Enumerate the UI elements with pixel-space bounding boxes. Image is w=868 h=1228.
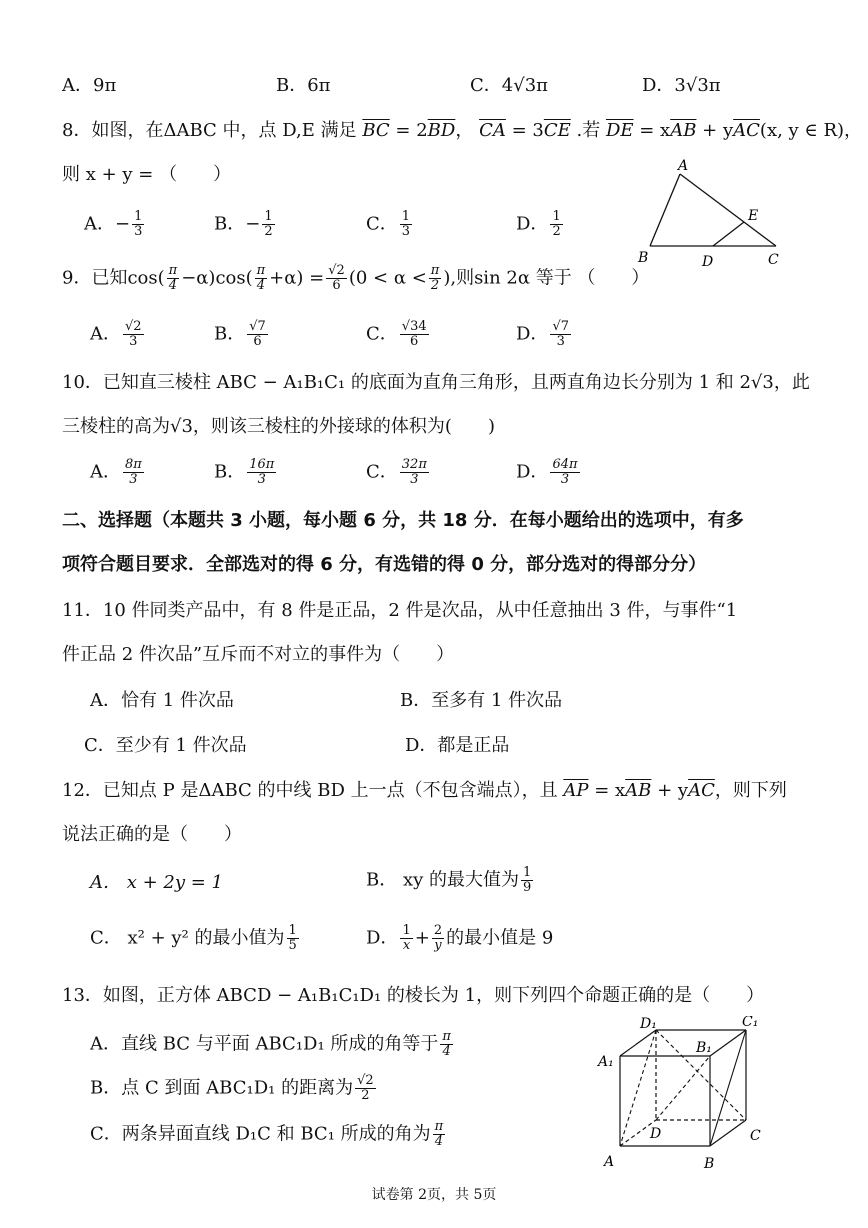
den: 2 <box>264 224 273 239</box>
q10-option-c <box>366 458 431 487</box>
den: 3 <box>410 472 419 487</box>
den: 3 <box>556 334 565 349</box>
num: √7 <box>552 319 569 334</box>
label-c1: C₁ <box>742 1016 759 1030</box>
label-d1: D₁ <box>640 1016 657 1032</box>
q12-stem-a: 12．已知点 P 是ΔABC 的中线 BD 上一点（不包含端点），且 <box>62 780 564 801</box>
den: 2 <box>430 278 440 293</box>
q8-option-d <box>516 210 565 239</box>
cube-figure <box>590 1016 780 1176</box>
num: √2 <box>125 319 142 334</box>
frac <box>550 458 579 487</box>
num: 64π <box>552 457 578 472</box>
num: π <box>442 1029 451 1044</box>
frac <box>247 320 268 349</box>
den: 6 <box>410 334 419 349</box>
q8-eq3: = x <box>633 120 671 141</box>
frac1 <box>400 924 412 953</box>
frac <box>400 458 429 487</box>
tail: 的最小值是 9 <box>446 927 554 949</box>
q12-stem-line2: 说法正确的是（ ） <box>62 824 242 845</box>
num: 1 <box>401 209 411 224</box>
q9-option-d <box>516 320 573 349</box>
q7-option-a: A．9π <box>62 75 117 96</box>
q12-option-d <box>366 924 553 953</box>
label-c: C <box>750 1128 761 1144</box>
den: 6 <box>332 278 341 293</box>
den: 6 <box>253 334 262 349</box>
label: C． <box>366 323 398 345</box>
vec-bc: $\overline{BC}$ <box>362 120 390 141</box>
label-b1: B₁ <box>696 1040 712 1056</box>
q8-cond: (x, y ∈ R)， <box>759 120 863 141</box>
den: 2 <box>361 1088 370 1103</box>
q12-option-a: A． x + 2y = 1 <box>90 872 223 893</box>
num: 1 <box>288 923 297 938</box>
den: 3 <box>257 472 266 487</box>
frac2 <box>432 924 444 953</box>
frac <box>247 458 276 487</box>
label-c: C <box>768 252 779 268</box>
q8-comma: ， <box>455 120 474 141</box>
frac <box>355 1074 376 1103</box>
label: D． <box>516 323 549 345</box>
frac <box>433 1120 446 1149</box>
q9-option-a <box>90 320 146 349</box>
q8-b-frac <box>262 210 274 239</box>
label: C．两条异面直线 D₁C 和 BC₁ 所成的角为 <box>90 1123 431 1145</box>
label-a: A <box>678 158 689 174</box>
frac <box>400 320 429 349</box>
q10-option-a <box>90 458 146 487</box>
q7-option-c: C．4√3π <box>470 75 548 96</box>
num: 1 <box>402 923 411 938</box>
q13-option-a <box>90 1030 455 1059</box>
vec-de: $\overline{DE}$ <box>605 120 634 141</box>
num: 1 <box>264 209 273 224</box>
label-b: B <box>638 250 649 266</box>
q12-eq: = x <box>588 780 626 801</box>
frac <box>287 924 299 953</box>
q10-option-b <box>214 458 278 487</box>
den: 3 <box>401 224 411 239</box>
q8-b-label: B．− <box>214 213 261 235</box>
label: A． <box>90 461 121 483</box>
q8-c-frac <box>400 210 412 239</box>
q8-eq2: = 3 <box>505 120 544 141</box>
q13-option-b <box>90 1074 378 1103</box>
section2-heading-line1: 二、选择题（本题共 3 小题，每小题 6 分，共 18 分．在每小题给出的选项中，有多 <box>62 510 744 531</box>
q9-option-b <box>214 320 270 349</box>
q8-plus: + y <box>696 120 734 141</box>
q11-stem-line2: 件正品 2 件次品”互斥而不对立的事件为（ ） <box>62 644 455 665</box>
q10-stem-line2: 三棱柱的高为√3，则该三棱柱的外接球的体积为( ) <box>62 416 495 437</box>
q12-option-b <box>366 866 535 895</box>
q9-cond-a: (0 < α < <box>348 267 427 289</box>
den: 3 <box>560 472 570 487</box>
num: 2 <box>433 923 443 938</box>
q8-c-label: C． <box>366 213 398 235</box>
vec-ab: $\overline{AB}$ <box>670 120 697 141</box>
num: √34 <box>401 319 427 334</box>
edge-a1d1 <box>620 1030 656 1056</box>
q7-option-b: B．6π <box>276 75 331 96</box>
q9-pi-over-4-a <box>167 264 180 293</box>
label: A．直线 BC 与平面 ABC₁D₁ 所成的角等于 <box>90 1033 439 1055</box>
q9-pi-over-2 <box>429 264 442 293</box>
q12-option-c <box>90 924 301 953</box>
q9-cond-b: ),则sin 2α 等于 （ ） <box>443 267 650 289</box>
q9-stem-a: 9．已知cos( <box>62 267 165 289</box>
label: B． xy 的最大值为 <box>366 869 519 891</box>
label: B．点 C 到面 ABC₁D₁ 的距离为 <box>90 1077 354 1099</box>
label: B． <box>214 323 246 345</box>
plus: + <box>414 927 430 949</box>
q13-option-c <box>90 1120 447 1149</box>
frac <box>550 320 571 349</box>
q9-mid2: +α) = <box>269 267 325 289</box>
num: √2 <box>357 1073 374 1088</box>
num: 1 <box>552 209 561 224</box>
q11-option-b: B．至多有 1 件次品 <box>400 690 563 711</box>
den: 4 <box>168 278 178 293</box>
num: π <box>430 263 440 278</box>
q8-option-a <box>84 210 146 239</box>
q13-stem: 13．如图，正方体 ABCD − A₁B₁C₁D₁ 的棱长为 1，则下列四个命题正确的是（ ） <box>62 985 765 1006</box>
q8-stem-text: 8．如图，在ΔABC 中，点 D,E 满足 <box>62 120 357 141</box>
label-d: D <box>650 1126 662 1142</box>
q8-ruo: .若 <box>570 120 606 141</box>
label: C． x² + y² 的最小值为 <box>90 927 285 949</box>
num: 1 <box>134 209 143 224</box>
q9-stem <box>62 264 649 293</box>
triangle-figure <box>630 150 790 270</box>
edge-ab <box>650 174 680 246</box>
q8-eq1: = 2 <box>389 120 428 141</box>
num: 32π <box>401 457 427 472</box>
vec-ca: $\overline{CA}$ <box>479 120 506 141</box>
num: π <box>256 263 266 278</box>
edge-de <box>713 222 744 246</box>
frac <box>123 458 144 487</box>
edge-bc <box>710 1120 746 1146</box>
q8-stem-line2: 则 x + y = （ ） <box>62 164 232 185</box>
num: √7 <box>249 319 266 334</box>
den: 3 <box>129 472 138 487</box>
den: 4 <box>434 1134 444 1149</box>
vec-bd: $\overline{BD}$ <box>427 120 456 141</box>
label-b: B <box>704 1156 715 1172</box>
label: D． <box>366 927 399 949</box>
frac <box>123 320 144 349</box>
label: C． <box>366 461 398 483</box>
den: 3 <box>134 224 143 239</box>
q8-option-c <box>366 210 414 239</box>
q10-option-d <box>516 458 582 487</box>
q9-option-c <box>366 320 431 349</box>
label: D． <box>516 461 549 483</box>
frac <box>440 1030 453 1059</box>
den: 4 <box>442 1044 451 1059</box>
den: 9 <box>523 880 532 895</box>
q8-d-label: D． <box>516 213 549 235</box>
label-a1: A₁ <box>598 1054 614 1070</box>
q9-mid1: −α)cos( <box>181 267 253 289</box>
section2-heading-line2: 项符合题目要求．全部选对的得 6 分，有选错的得 0 分，部分选对的得部分分） <box>62 554 707 575</box>
num: 1 <box>523 865 532 880</box>
num: √2 <box>328 263 345 278</box>
q8-option-b <box>214 210 277 239</box>
den: y <box>434 938 442 953</box>
q10-stem-line1: 10．已知直三棱柱 ABC − A₁B₁C₁ 的底面为直角三角形，且两直角边长分别为 1 和 2√3，此 <box>62 372 810 393</box>
q11-option-d: D．都是正品 <box>405 735 510 756</box>
q12-stem-line1 <box>62 778 787 804</box>
num: π <box>434 1119 444 1134</box>
num: 8π <box>125 457 142 472</box>
label: B． <box>214 461 246 483</box>
q7-option-d: D．3√3π <box>642 75 721 96</box>
label-d: D <box>702 254 714 270</box>
q8-d-frac <box>550 210 562 239</box>
vec-ce: $\overline{CE}$ <box>543 120 571 141</box>
den: 5 <box>288 938 297 953</box>
den: x <box>402 938 411 953</box>
vec-ac: $\overline{AC}$ <box>688 780 715 801</box>
page-footer: 试卷第 2页，共 5页 <box>371 1187 497 1203</box>
den: 3 <box>129 334 138 349</box>
vec-ap: $\overline{AP}$ <box>563 780 589 801</box>
q11-stem-line1: 11．10 件同类产品中，有 8 件是正品，2 件是次品，从中任意抽出 3 件，与事件“1 <box>62 600 738 621</box>
q11-option-c: C．至少有 1 件次品 <box>84 735 247 756</box>
vec-ab: $\overline{AB}$ <box>625 780 652 801</box>
vec-ac: $\overline{AC}$ <box>733 120 760 141</box>
diag-c1b <box>710 1030 746 1146</box>
q12-stem-b: ，则下列 <box>714 780 787 801</box>
q8-a-label: A．− <box>84 213 131 235</box>
num: π <box>168 263 178 278</box>
label-a: A <box>604 1154 615 1170</box>
frac <box>521 866 533 895</box>
num: 16π <box>249 457 275 472</box>
q9-pi-over-4-b <box>255 264 268 293</box>
den: 4 <box>256 278 266 293</box>
q8-a-frac <box>132 210 144 239</box>
q12-plus: + y <box>651 780 689 801</box>
label-e: E <box>748 208 759 224</box>
q11-option-a: A．恰有 1 件次品 <box>90 690 234 711</box>
q9-rhs <box>326 264 347 293</box>
label: A． <box>90 323 121 345</box>
den: 2 <box>552 224 561 239</box>
q8-stem-line1 <box>62 118 862 144</box>
edge-b1c1 <box>710 1030 746 1056</box>
diag-db1 <box>656 1056 710 1120</box>
